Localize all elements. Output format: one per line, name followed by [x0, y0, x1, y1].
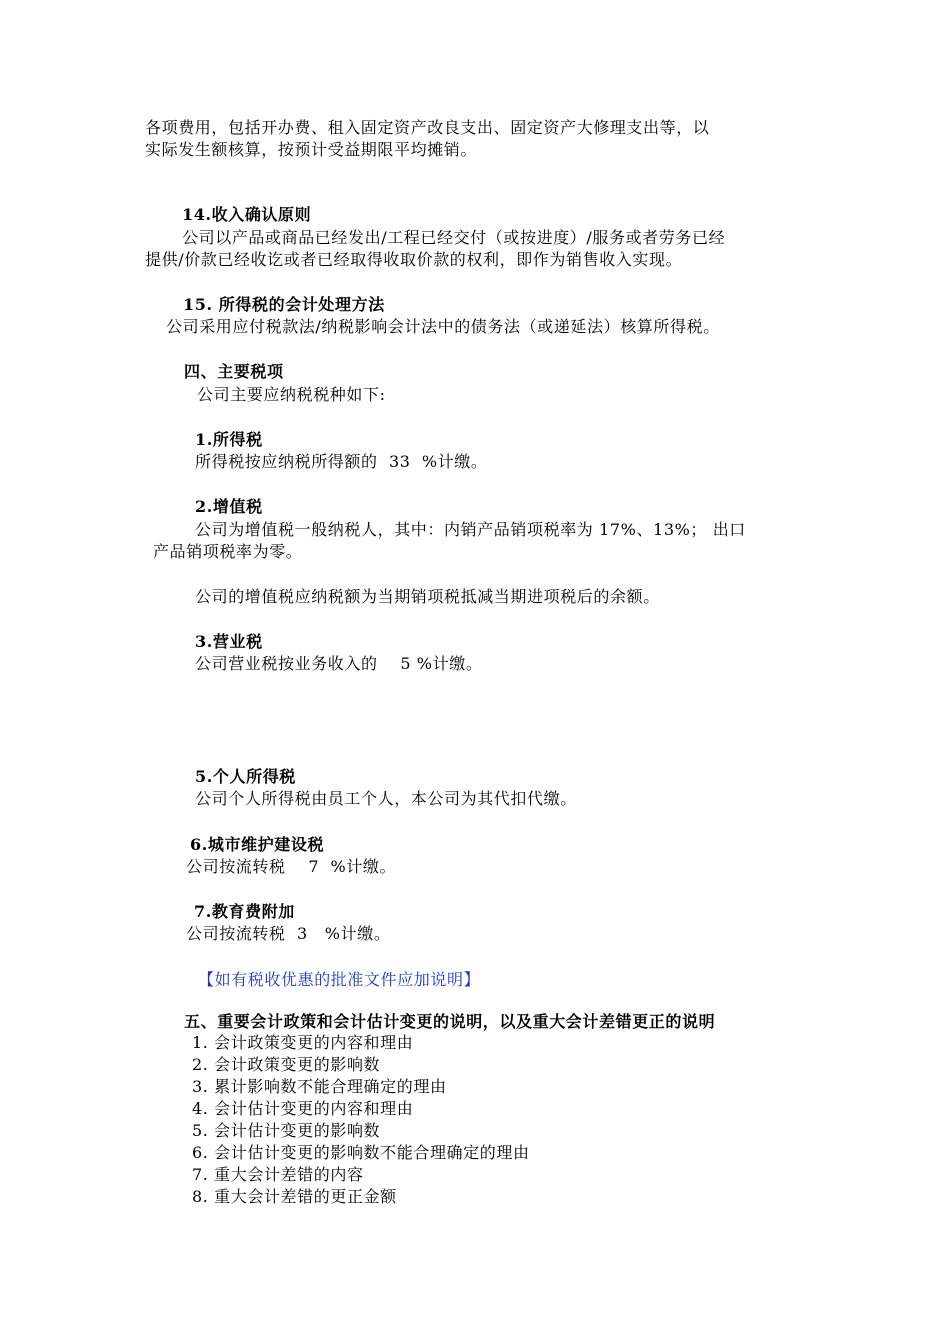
- taxes-heading: 四、主要税项: [184, 362, 284, 381]
- education-tax-text: 公司按流转税 3 %计缴。: [186, 924, 391, 943]
- changes-item: 8. 重大会计差错的更正金额: [192, 1187, 397, 1206]
- amortization-line-1: 各项费用，包括开办费、租入固定资产改良支出、固定资产大修理支出等，以: [145, 118, 710, 137]
- income-tax-text: 所得税按应纳税所得额的 33 %计缴。: [195, 452, 488, 471]
- vat-heading: 2.增值税: [195, 497, 263, 516]
- changes-item: 7. 重大会计差错的内容: [192, 1165, 364, 1184]
- business-tax-heading: 3.营业税: [195, 632, 263, 651]
- business-tax-text: 公司营业税按业务收入的 5 %计缴。: [195, 654, 483, 673]
- changes-item: 3. 累计影响数不能合理确定的理由: [192, 1077, 447, 1096]
- changes-item: 1. 会计政策变更的内容和理由: [192, 1033, 414, 1052]
- personal-tax-heading: 5.个人所得税: [195, 767, 296, 786]
- personal-tax-text: 公司个人所得税由员工个人，本公司为其代扣代缴。: [195, 789, 577, 808]
- income-tax-method-heading: 15. 所得税的会计处理方法: [183, 295, 385, 314]
- urban-tax-heading: 6.城市维护建设税: [190, 835, 325, 854]
- vat-line-2: 产品销项税率为零。: [153, 542, 303, 561]
- changes-item: 6. 会计估计变更的影响数不能合理确定的理由: [192, 1143, 530, 1162]
- taxes-intro: 公司主要应纳税税种如下:: [197, 385, 386, 404]
- changes-item: 5. 会计估计变更的影响数: [192, 1121, 381, 1140]
- urban-tax-text: 公司按流转税 7 %计缴。: [186, 857, 397, 876]
- changes-item: 4. 会计估计变更的内容和理由: [192, 1099, 414, 1118]
- changes-item: 2. 会计政策变更的影响数: [192, 1055, 381, 1074]
- amortization-line-2: 实际发生额核算，按预计受益期限平均摊销。: [145, 140, 478, 159]
- education-tax-heading: 7.教育费附加: [194, 902, 295, 921]
- vat-line-1: 公司为增值税一般纳税人，其中：内销产品销项税率为 17%、13%； 出口: [195, 520, 746, 539]
- changes-heading: 五、重要会计政策和会计估计变更的说明，以及重大会计差错更正的说明: [184, 1012, 716, 1031]
- income-tax-heading: 1.所得税: [195, 430, 263, 449]
- tax-incentive-note: 【如有税收优惠的批准文件应加说明】: [198, 970, 481, 989]
- income-tax-method-line: 公司采用应付税款法/纳税影响会计法中的债务法（或递延法）核算所得税。: [166, 317, 720, 336]
- vat-line-3: 公司的增值税应纳税额为当期销项税抵减当期进项税后的余额。: [195, 587, 660, 606]
- revenue-heading: 14.收入确认原则: [182, 205, 312, 224]
- revenue-line-2: 提供/价款已经收讫或者已经取得收取价款的权利，即作为销售收入实现。: [145, 250, 683, 269]
- revenue-line-1: 公司以产品或商品已经发出/工程已经交付（或按进度）/服务或者劳务已经: [182, 228, 726, 247]
